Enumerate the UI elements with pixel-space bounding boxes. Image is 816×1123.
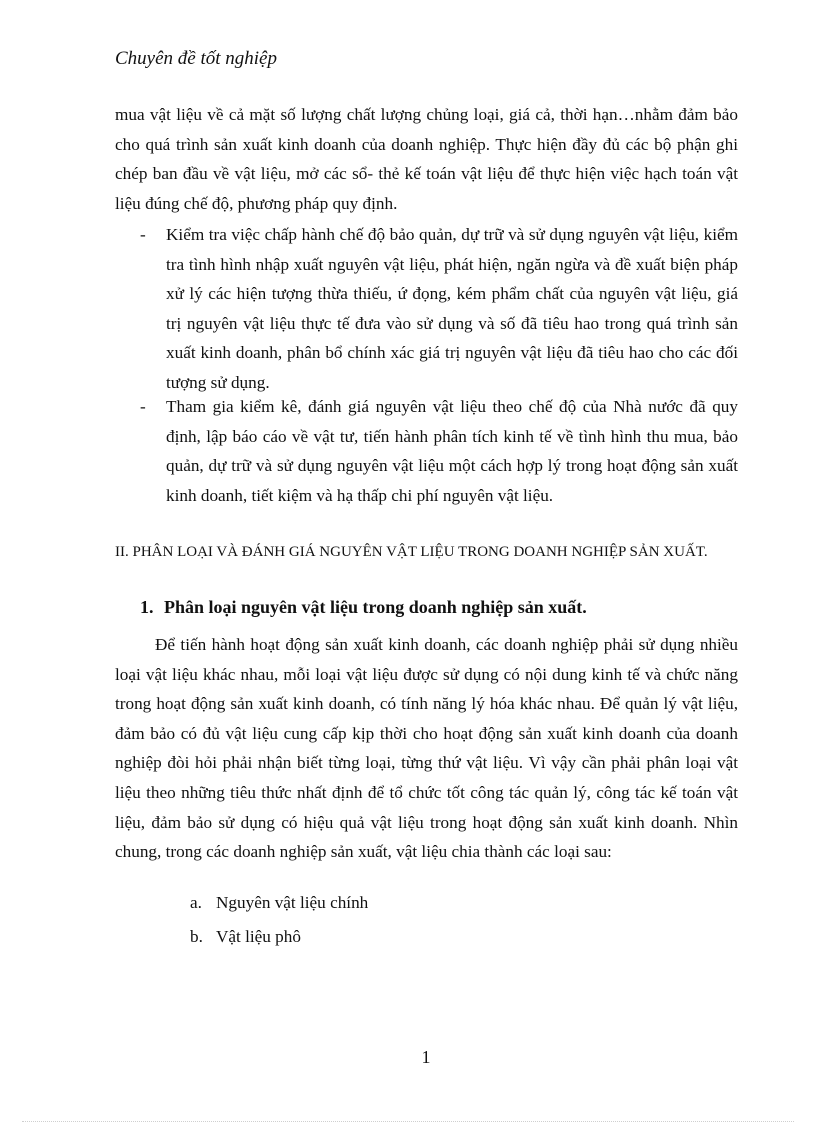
list-item xyxy=(190,927,301,947)
list-item-text: Vật liệu phô xyxy=(216,927,301,946)
intro-paragraph: mua vật liệu về cả mặt số lượng chất lượng chủng loại, giá cả, thời hạn…nhằm đảm bảo cho quá trình sản xuất kinh doanh của doanh nghiệp. Thực hiện đầy đủ các bộ phận ghi chép ban đầu về vật liệu, mở các sổ- thẻ kế toán vật liệu để thực hiện việc hạch toán vật liệu đúng chế độ, phương pháp quy định. xyxy=(115,105,738,213)
bullet-marker: - xyxy=(140,397,146,416)
bullet-marker: - xyxy=(140,225,146,244)
page-header: Chuyên đề tốt nghiệp xyxy=(115,48,277,69)
list-item-label: b. xyxy=(190,927,203,946)
bullet-item xyxy=(140,220,738,398)
list-item xyxy=(190,893,368,913)
section-title: II. PHÂN LOẠI VÀ ĐÁNH GIÁ NGUYÊN VẬT LIỆU TRONG DOANH NGHIỆP SẢN XUẤT. xyxy=(115,544,708,560)
subheading-number: 1. xyxy=(140,597,154,617)
list-item-label: a. xyxy=(190,893,202,912)
page-divider xyxy=(22,1121,794,1122)
subheading-text: Phân loại nguyên vật liệu trong doanh nghiệp sản xuất. xyxy=(164,597,587,617)
subheading xyxy=(140,597,587,618)
bullet-text: Tham gia kiểm kê, đánh giá nguyên vật liệu theo chế độ của Nhà nước đã quy định, lập báo cáo về vật tư, tiến hành phân tích kinh tế về tình hình thu mua, bảo quản, dự trữ và sử dụng nguyên vật liệu một cách hợp lý trong hoạt động sản xuất kinh doanh, tiết kiệm và hạ thấp chi phí nguyên vật liệu. xyxy=(166,397,738,505)
bullet-item xyxy=(140,392,738,510)
list-item-text: Nguyên vật liệu chính xyxy=(216,893,369,912)
page-number: 1 xyxy=(421,1047,431,1067)
body-paragraph: Để tiến hành hoạt động sản xuất kinh doanh, các doanh nghiệp phải sử dụng nhiều loại vật liệu khác nhau, mỗi loại vật liệu được sử dụng có nội dung kinh tế và chức năng trong hoạt động sản xuất kinh doanh, có tính năng lý hóa khác nhau. Để quản lý vật liệu, đảm bảo có đủ vật liệu cung cấp kịp thời cho hoạt động sản xuất kinh doanh của doanh nghiệp đòi hỏi phải nhận biết từng loại, từng thứ vật liệu. Vì vậy cần phải phân loại vật liệu theo những tiêu thức nhất định để tổ chức tốt công tác quản lý, công tác kế toán vật liệu, đảm bảo sử dụng có hiệu quả vật liệu trong hoạt động sản xuất kinh doanh. Nhìn chung, trong các doanh nghiệp sản xuất, vật liệu chia thành các loại sau: xyxy=(115,635,738,862)
bullet-text: Kiểm tra việc chấp hành chế độ bảo quản, dự trữ và sử dụng nguyên vật liệu, kiểm tra tình hình nhập xuất nguyên vật liệu, phát hiện, ngăn ngừa và đề xuất biện pháp xử lý các hiện tượng thừa thiếu, ứ đọng, kém phẩm chất của nguyên vật liệu, giá trị nguyên vật liệu thực tế đưa vào sử dụng và số đã tiêu hao trong quá trình sản xuất kinh doanh, phân bổ chính xác giá trị nguyên vật liệu đã tiêu hao cho các đối tượng sử dụng. xyxy=(166,225,738,392)
